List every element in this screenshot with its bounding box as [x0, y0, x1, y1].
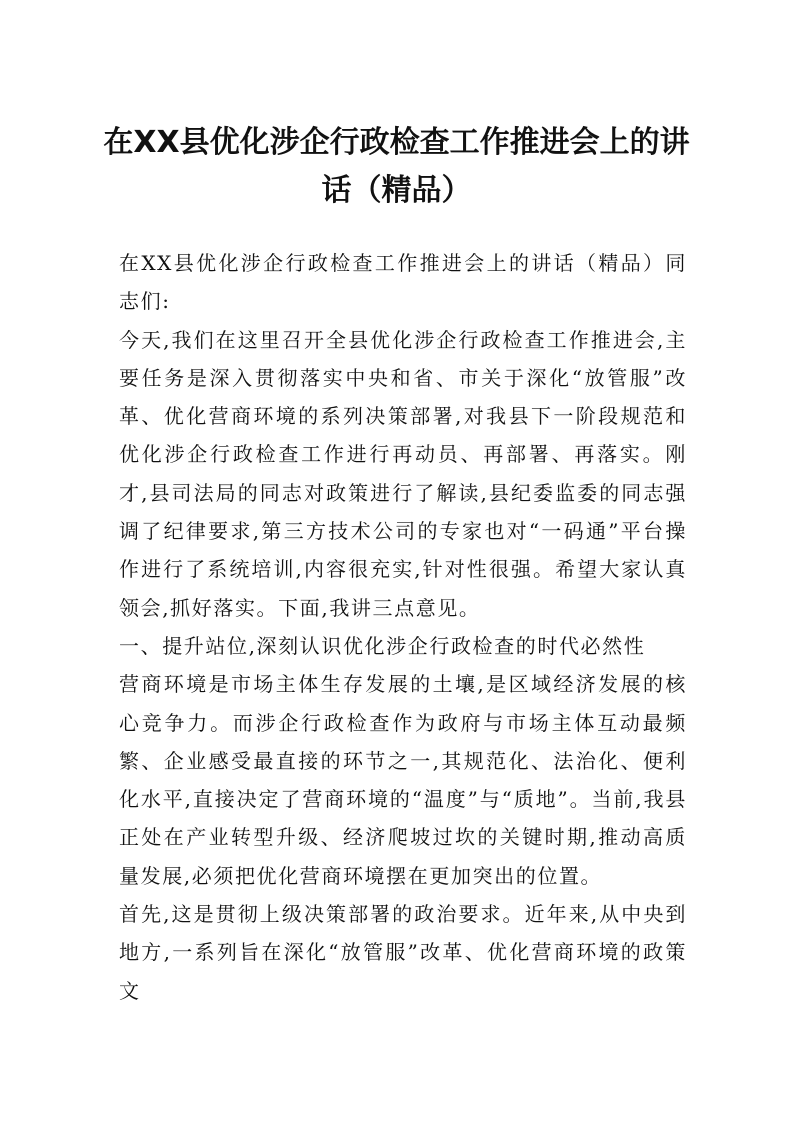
- paragraph-first-point: 首先,这是贯彻上级决策部署的政治要求。近年来,从中央到地方,一系列旨在深化“放管服”改革、优化营商环境的政策文: [119, 902, 687, 1003]
- section-heading-1: 一、提升站位,深刻认识优化涉企行政检查的时代必然性: [119, 633, 646, 658]
- paragraph-business-environment: 营商环境是市场主体生存发展的土壤,是区域经济发展的核心竞争力。而涉企行政检查作为政府与市场主体互动最频繁、企业感受最直接的环节之一,其规范化、法治化、便利化水平,直接决定了营商环境的“温度”与“质地”。当前,我县正处在产业转型升级、经济爬坡过坎的关键时期,推动高质量发展,必须把优化营商环境摆在更加突出的位置。: [119, 672, 687, 888]
- paragraph-intro: 今天,我们在这里召开全县优化涉企行政检查工作推进会,主要任务是深入贯彻落实中央和省、市关于深化“放管服”改革、优化营商环境的系列决策部署,对我县下一阶段规范和优化涉企行政检查工作进行再动员、再部署、再落实。刚才,县司法局的同志对政策进行了解读,县纪委监委的同志强调了纪律要求,第三方技术公司的专家也对“一码通”平台操作进行了系统培训,内容很充实,针对性很强。希望大家认真领会,抓好落实。下面,我讲三点意见。: [119, 327, 687, 620]
- document-title: 在XX县优化涉企行政检查工作推进会上的讲话（精品）: [103, 125, 690, 208]
- paragraph-opening: 在XX县优化涉企行政检查工作推进会上的讲话（精品）同志们:: [119, 251, 687, 314]
- document-body: [119, 244, 687, 1010]
